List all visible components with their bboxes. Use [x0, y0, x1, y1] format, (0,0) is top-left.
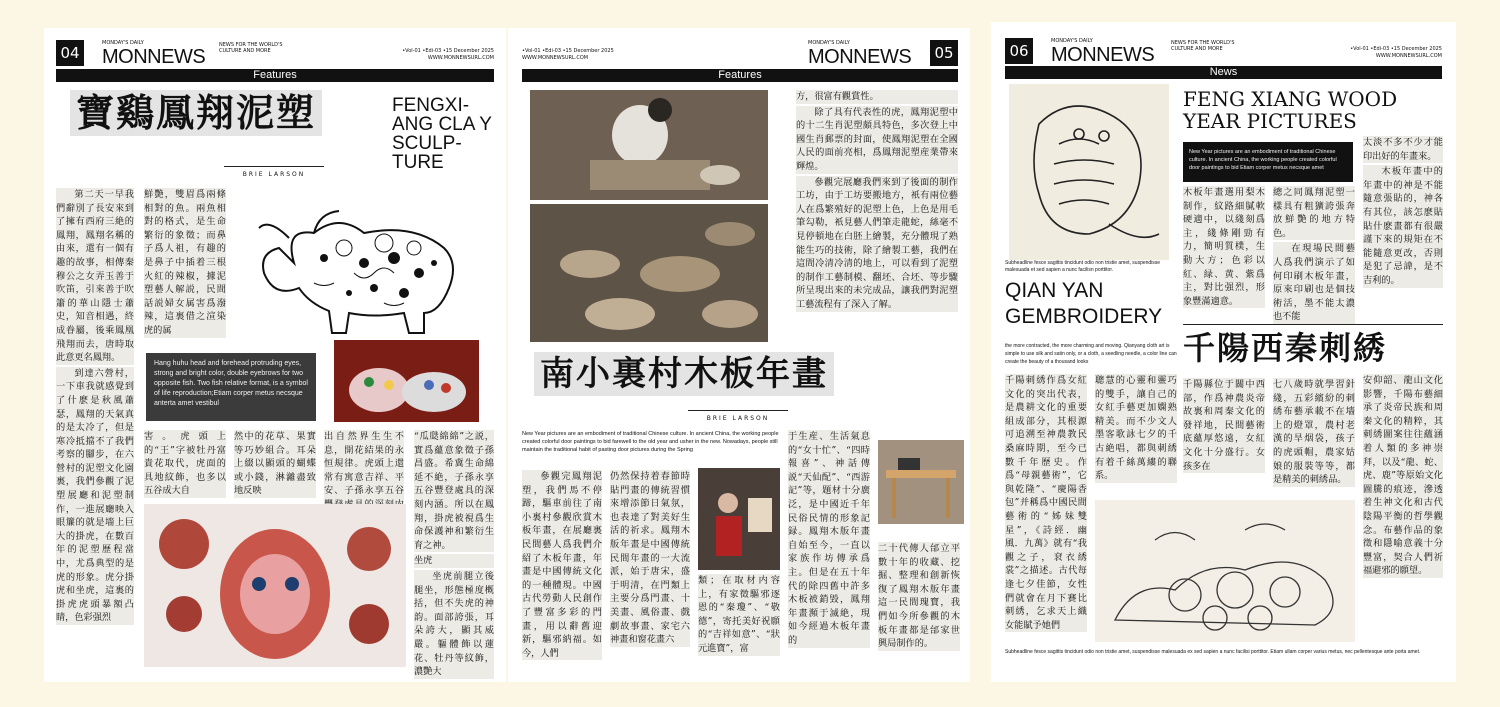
column-1: 木板年畫選用梨木制作，紋路細膩軟硬適中，以綫刻爲主，綫條剛勁有力，簡明質樸，生動大方；色彩以紅、緑、黄、紫爲主，對比强烈，形象豐滿適意。: [1183, 187, 1265, 307]
column-3-lower: 類；在取材内容上，有家徵驅邪逐恩的“秦瓊”、“敬德”，寄托美好祝願的“吉祥如意”、“狀元進寶”，富: [698, 575, 780, 654]
column-5: 聰慧的心靈和靈巧的雙手，讓自己的女紅手藝更加嫻熟精美。而不少文人墨客歌詠七夕的千古絶唱，都與刺綉有着千絲萬縷的聯系。: [1095, 375, 1177, 482]
workshop-photo-1: [530, 90, 768, 200]
article-title-cn: 寶鷄鳳翔泥塑: [70, 90, 322, 136]
column-1: 參觀完鳳翔泥塑，我們馬不停蹄，驅車前往了南小裏村參觀欣賞木板年畫，在展廳裏民間藝人爲我們介紹了木板年畫，年畫是中國傳統文化的一種體現。中國古代勞動人民創作了豐富多彩的門畫，用以辭舊迎新，驅邪納福。如今，人們: [522, 471, 602, 659]
embroidery-sketch-image: [1095, 500, 1355, 642]
tiger-woodcut-image: [1009, 84, 1169, 260]
column-5: 出自然界生生不息，開花結果的永恒規律。虎頭上還常有寓意吉祥、平安、子孫永享五谷: [324, 430, 404, 568]
page-number: 04: [56, 40, 84, 66]
masthead-meta: •Vol-01 •Edi-03 •15 December 2025 WWW.MONNEWSURL.COM: [402, 48, 494, 61]
painter-photo: [698, 468, 780, 570]
article-title-en: FENGXI-ANG CLA Y SCULP-TURE: [392, 95, 492, 173]
column-4: 千陽刺綉作爲女紅文化的突出代表，是農耕文化的重要組成部分，其根源可追溯至神農教民桑麻時期，至今已數千年歷史。作爲“母親藝術”，它與乾隆”、“慶陽香包”并稱爲中國民間藝術的“姊妹雙星”，《詩經．幽風．九萬》就有“我觀之子，袞衣綉裳”之描述。古代每逢七夕佳節，女性們就會在月下賽比刺綉，乞求天上織女能賦予她們: [1005, 375, 1087, 631]
masthead-logo: MONDAY'S DAILY MONNEWS: [808, 40, 912, 68]
photo-caption: Hang huhu head and forehead protruding eyes, strong and bright color, double eyebrows for two opposite fish. Two fish relative format, is a symbol of life reproduction;Etiam corper metus necsque anterta amet vestibul: [146, 353, 316, 421]
column-3: 太淡不多不少才能印出好的年畫來。 木板年畫中的年畫中的神是不能隨意張貼的，神各有其位，該怎麽貼貼什麽畫都有很嚴謹下來的規矩在不能隨意更改，否則是犯了忌諱，是不吉利的。: [1363, 137, 1443, 286]
column-2: 仍然保持着春節時貼門畫的傳統習慣來增添節日氣氛，也表達了對美好生活的祈求。鳳翔木版年畫是中國傳統民間年畫的一大流派，始于唐宋，盛于明清，在門類上主要分爲門畫、十美畫、風俗畫、戲劇故事畫、家宅六神畫和窗花畫六: [610, 471, 690, 646]
table-photo: [878, 440, 964, 524]
masthead-meta: •Vol-01 •Edi-03 •15 December 2025 WWW.MONNEWSURL.COM: [1350, 46, 1442, 59]
page-04: [44, 28, 506, 682]
column-2: 鮮艷，雙眉爲兩條相對的魚。兩魚相對的格式，是生命繁衍的象徵；而鼻子爲人祖，有趣的是鼻子中插着三根火紅的辣椒，據泥塑藝人解説，民間話説婦女属害爲潑辣，這裏借之渲染虎的属: [144, 189, 226, 336]
column-1: 第二天一早我們辭別了長安來到了擁有西府三絶的鳳翔，鳳翔名稱的由來，還有一個有趣的故事，相傳秦穆公之女弄玉善于吹笛，引來善于吹簫的華山隱士蕭史，知音相遇，終成眷屬，後乘鳳凰飛翔而去，唐時取此意更名鳳翔。 到達六營村，一下車我就感覺到了什麽是秋風蕭瑟，鳳翔的天氣真的是太冷了，但是寒冷抵擋不了我們考察的腳步，在六營村的泥塑文化園裏，我們參觀了泥塑展廳和泥塑制作，一進展廳映入眼簾的就是墻上巨大的掛虎，在數百年的泥塑歷程當中，尤爲典型的是虎的形象。虎分掛虎和坐虎，這裏的掛虎虎頭暴額凸睛，色彩强烈: [56, 189, 134, 624]
column-7: 七八歲時就學習針綫，五彩繽紛的刺綉布藝承載不在墻上的燈罩，農村老漢的旱烟袋，孩子的虎頭帽，農家姑娘的服裝等等，都是精美的刺綉品。: [1273, 379, 1355, 486]
section-bar: Features: [56, 69, 494, 82]
page-05: [508, 28, 970, 682]
article-title-cn: 南小裏村木板年畫: [534, 352, 834, 396]
column-6: 千陽縣位于關中西部，作爲神農炎帝故裏和周秦文化的發祥地，民間藝術底蘊厚悠遠，女紅文化十分盛行。女孩多在: [1183, 379, 1265, 472]
embroidery-title-en: QIAN YAN GEMBROIDERY: [1005, 279, 1163, 328]
section-bar: Features: [522, 69, 958, 82]
embroidery-intro: the more contracted, the more charming and moving. Qianyang cloth art is simple to use silk and satin only, or a cloth, a seedling needle, a color line can create the beauty of a thousand looks: [1005, 343, 1177, 365]
page-number: 06: [1005, 38, 1033, 64]
column-top-right: 方，很富有觀賞性。 除了具有代表性的虎，鳳翔泥塑中的十二生肖泥塑頗具特色，多次登上中國生肖郵票的封面，使鳳翔泥塑在全國人民的面前亮相，爲鳳翔泥塑産業帶來輝煌。 參觀完展廳我們來到了後面的制作工坊，由于工坊要搬地方，衹有兩位藝人在爲繁殖好的泥塑上色，上色是用毛筆勾勒，衹見藝人們筆走龍蛇，絲毫不見停頓地在白胚上繪製，充分體現了熟能生巧的技術，除了繪製工藝，我們在這間冷清冷清的地上，可以看到了泥塑的制作工藝制模、翻坯、合坯、等步驟所呈現出來的未完成品，讓我們對泥塑工藝流程有了深入了解。: [796, 91, 958, 310]
image-caption: Subheadline fesce sagittis tincidunt odio non tristie amet, suspendisse malesuada et sed sapien a nunc facilisn porttitor.: [1005, 260, 1161, 273]
column-4: 于生産、生活氣息的“女十忙”、“四時報喜”、神話傳説“天仙配”、“西游記”等，題材十分廣泛，是中國近千年民俗民情的形象記録。鳳翔木版年畫自始至今，一直以家族作坊傳承爲主。但是在五十年代的除四舊中許多木板被銷毀，鳳翔年畫瀕于滅絶，現如今經過木板年畫的: [788, 431, 870, 646]
bottom-caption: Subheadline fesce sagittis tincidunt odio non tristie amet, suspendisse malesuada ex sed sapien a nunc facilisi porttitor. Etiam ullam corper varius metus, nec pellentesque ante porta amet.: [1005, 649, 1421, 655]
page-number: 05: [930, 40, 958, 66]
masthead-tagline: NEWS FOR THE WORLD'S CULTURE AND MORE: [219, 42, 283, 54]
column-3: 害。虎頭上的“王”字被牡丹富貴花取代，虎面的具地紋飾，也多以五谷成大自: [144, 431, 226, 497]
column-5: 二十代傳人邰立平數十年的收藏、挖掘、整理和創新恢復了鳳翔木版年畫這一民間瑰寶，我們如今所參觀的木板年畫都是邰家世興局制作的。: [878, 543, 960, 650]
intro-english: New Year pictures are an embodiment of traditional Chinese culture. In ancient China, the working people created colorful door paintings to bid farewell to the old year and usher in the new. Nowadays, people still maintain the traditional habit of pasting door pictures during the Spring: [522, 431, 779, 453]
byline: BRIE LARSON: [224, 166, 324, 178]
section-bar: News: [1005, 66, 1442, 79]
column-6: “瓜瓞綿綿”之説，實爲蘊意象徵子孫昌盛。希冀生命綿延不絶，子孫永享五谷豐登處具的深刻内涵。所以在鳳翔，掛虎被視爲生命保護神和繁衍生育之神。 坐虎 坐虎前腿立後腿坐，形態極度概括，但不失虎的神韵。面部誇張，耳朵誇大，顯其威嚴。軀體飾以蓮花、牡丹等紋飾，濃艷大: [414, 431, 494, 678]
clay-bull-illustration: [254, 203, 474, 338]
masthead-tagline: NEWS FOR THE WORLD'S CULTURE AND MORE: [1171, 40, 1235, 52]
masthead-logo: MONDAY'S DAILY MONNEWS: [102, 40, 206, 68]
article-title-en: FENG XIANG WOOD YEAR PICTURES: [1183, 87, 1398, 133]
column-4: 然中的花草、果實等巧妙組合。耳朵上綴以顯頭的蝴蝶或小錢，淋灕盡致地反映: [234, 431, 316, 497]
masthead-logo: MONDAY'S DAILY MONNEWS: [1051, 38, 1155, 66]
column-2: 總之同鳳翔泥塑一樣具有粗獷誇張奔放鮮艷的地方特色。 在現場民間藝人爲我們演示了如何印刷木板年畫，原來印刷也是個技術活，墨不能太濃也不能: [1273, 187, 1355, 323]
page-06: [991, 22, 1456, 682]
column-8: 安仰韶、龍山文化影響，千陽布藝細承了炎帝民族和周秦文化的精粹，其刺綉圖案往往蘊涵着人類的多神崇拜，以及“龍、蛇、虎、鹿”等原始文化圖騰的痕迹，滲透着生神文化和古代陰陽平衡的哲學觀念。布藝作品的象徵和隱喻意義十分豐富，契合人們祈福避邪的願望。: [1363, 375, 1443, 577]
clay-tiger-photo: [334, 340, 479, 422]
divider: [1183, 324, 1443, 325]
tiger-mask-photo: [144, 504, 406, 667]
byline: BRIE LARSON: [688, 410, 788, 422]
dark-intro-box: New Year pictures are an embodiment of traditional Chinese culture. In ancient China, the working people created colorful door paintings to bid Etiam corper metus necsque amet: [1183, 142, 1353, 182]
embroidery-title-cn: 千陽西秦刺綉: [1183, 329, 1388, 367]
workshop-photo-2: [530, 204, 768, 342]
masthead-meta: •Vol-01 •Edi-03 •15 December 2025 WWW.MONNEWSURL.COM: [522, 48, 614, 61]
